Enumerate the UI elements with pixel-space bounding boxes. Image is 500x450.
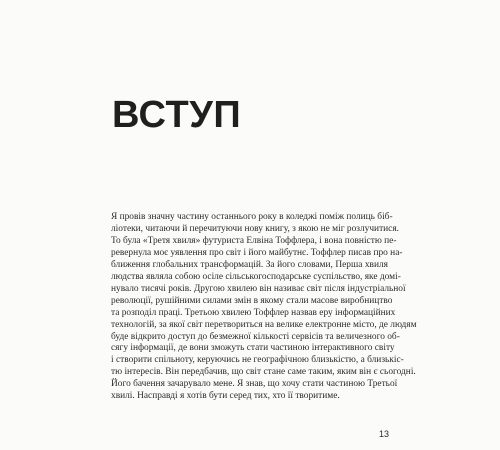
text-line: ближення глобальних трансформацій. За його словами, Перша хвиля: [111, 259, 388, 270]
text-line: сягу інформації, де вони зможуть стати частиною інтерактивного світу: [111, 343, 395, 354]
body-paragraph: [111, 212, 417, 403]
text-line: хвилі. Насправді я хотів бути серед тих, хто її творитиме.: [111, 391, 340, 402]
text-line: ревернула моє уявлення про світ і його майбутнє. Тоффлер писав про на-: [111, 247, 403, 258]
page-number: 13: [379, 429, 390, 439]
text-line: тю інтересів. Він передбачив, що світ стане саме таким, яким він є сьогодні.: [111, 367, 416, 378]
text-line: нувало тисячі років. Другою хвилею він називає світ після індустріальної: [111, 283, 406, 294]
text-line: буде відкрито доступ до безмежної кількості сервісів та величезного об-: [111, 331, 400, 342]
text-line: Я провів значну частину останнього року в коледжі поміж полиць біб-: [111, 212, 393, 222]
text-line: технологій, за якої світ перетвориться на велике електронне місто, де людям: [111, 319, 417, 330]
text-line: революції, рушійними силами змін в якому стали масове виробництво: [111, 295, 393, 306]
text-line: ліотеки, читаючи й перечитуючи нову книгу, з якою не міг розлучитися.: [111, 223, 399, 234]
chapter-title: ВСТУП: [112, 94, 242, 136]
text-line: і створити спільноту, керуючись не географічною близькістю, а близькіс-: [111, 355, 404, 366]
text-line: Його бачення зачарувало мене. Я знав, що хочу стати частиною Третьої: [111, 379, 398, 390]
text-line: та розподіл праці. Третьою хвилею Тоффлер назвав еру інформаційних: [111, 307, 396, 318]
text-line: людства являла собою осіле сільськогосподарське суспільство, яке домі-: [111, 271, 401, 282]
text-line: То була «Третя хвиля» футуриста Елвіна Тоффлера, і вона повністю пе-: [111, 235, 397, 246]
